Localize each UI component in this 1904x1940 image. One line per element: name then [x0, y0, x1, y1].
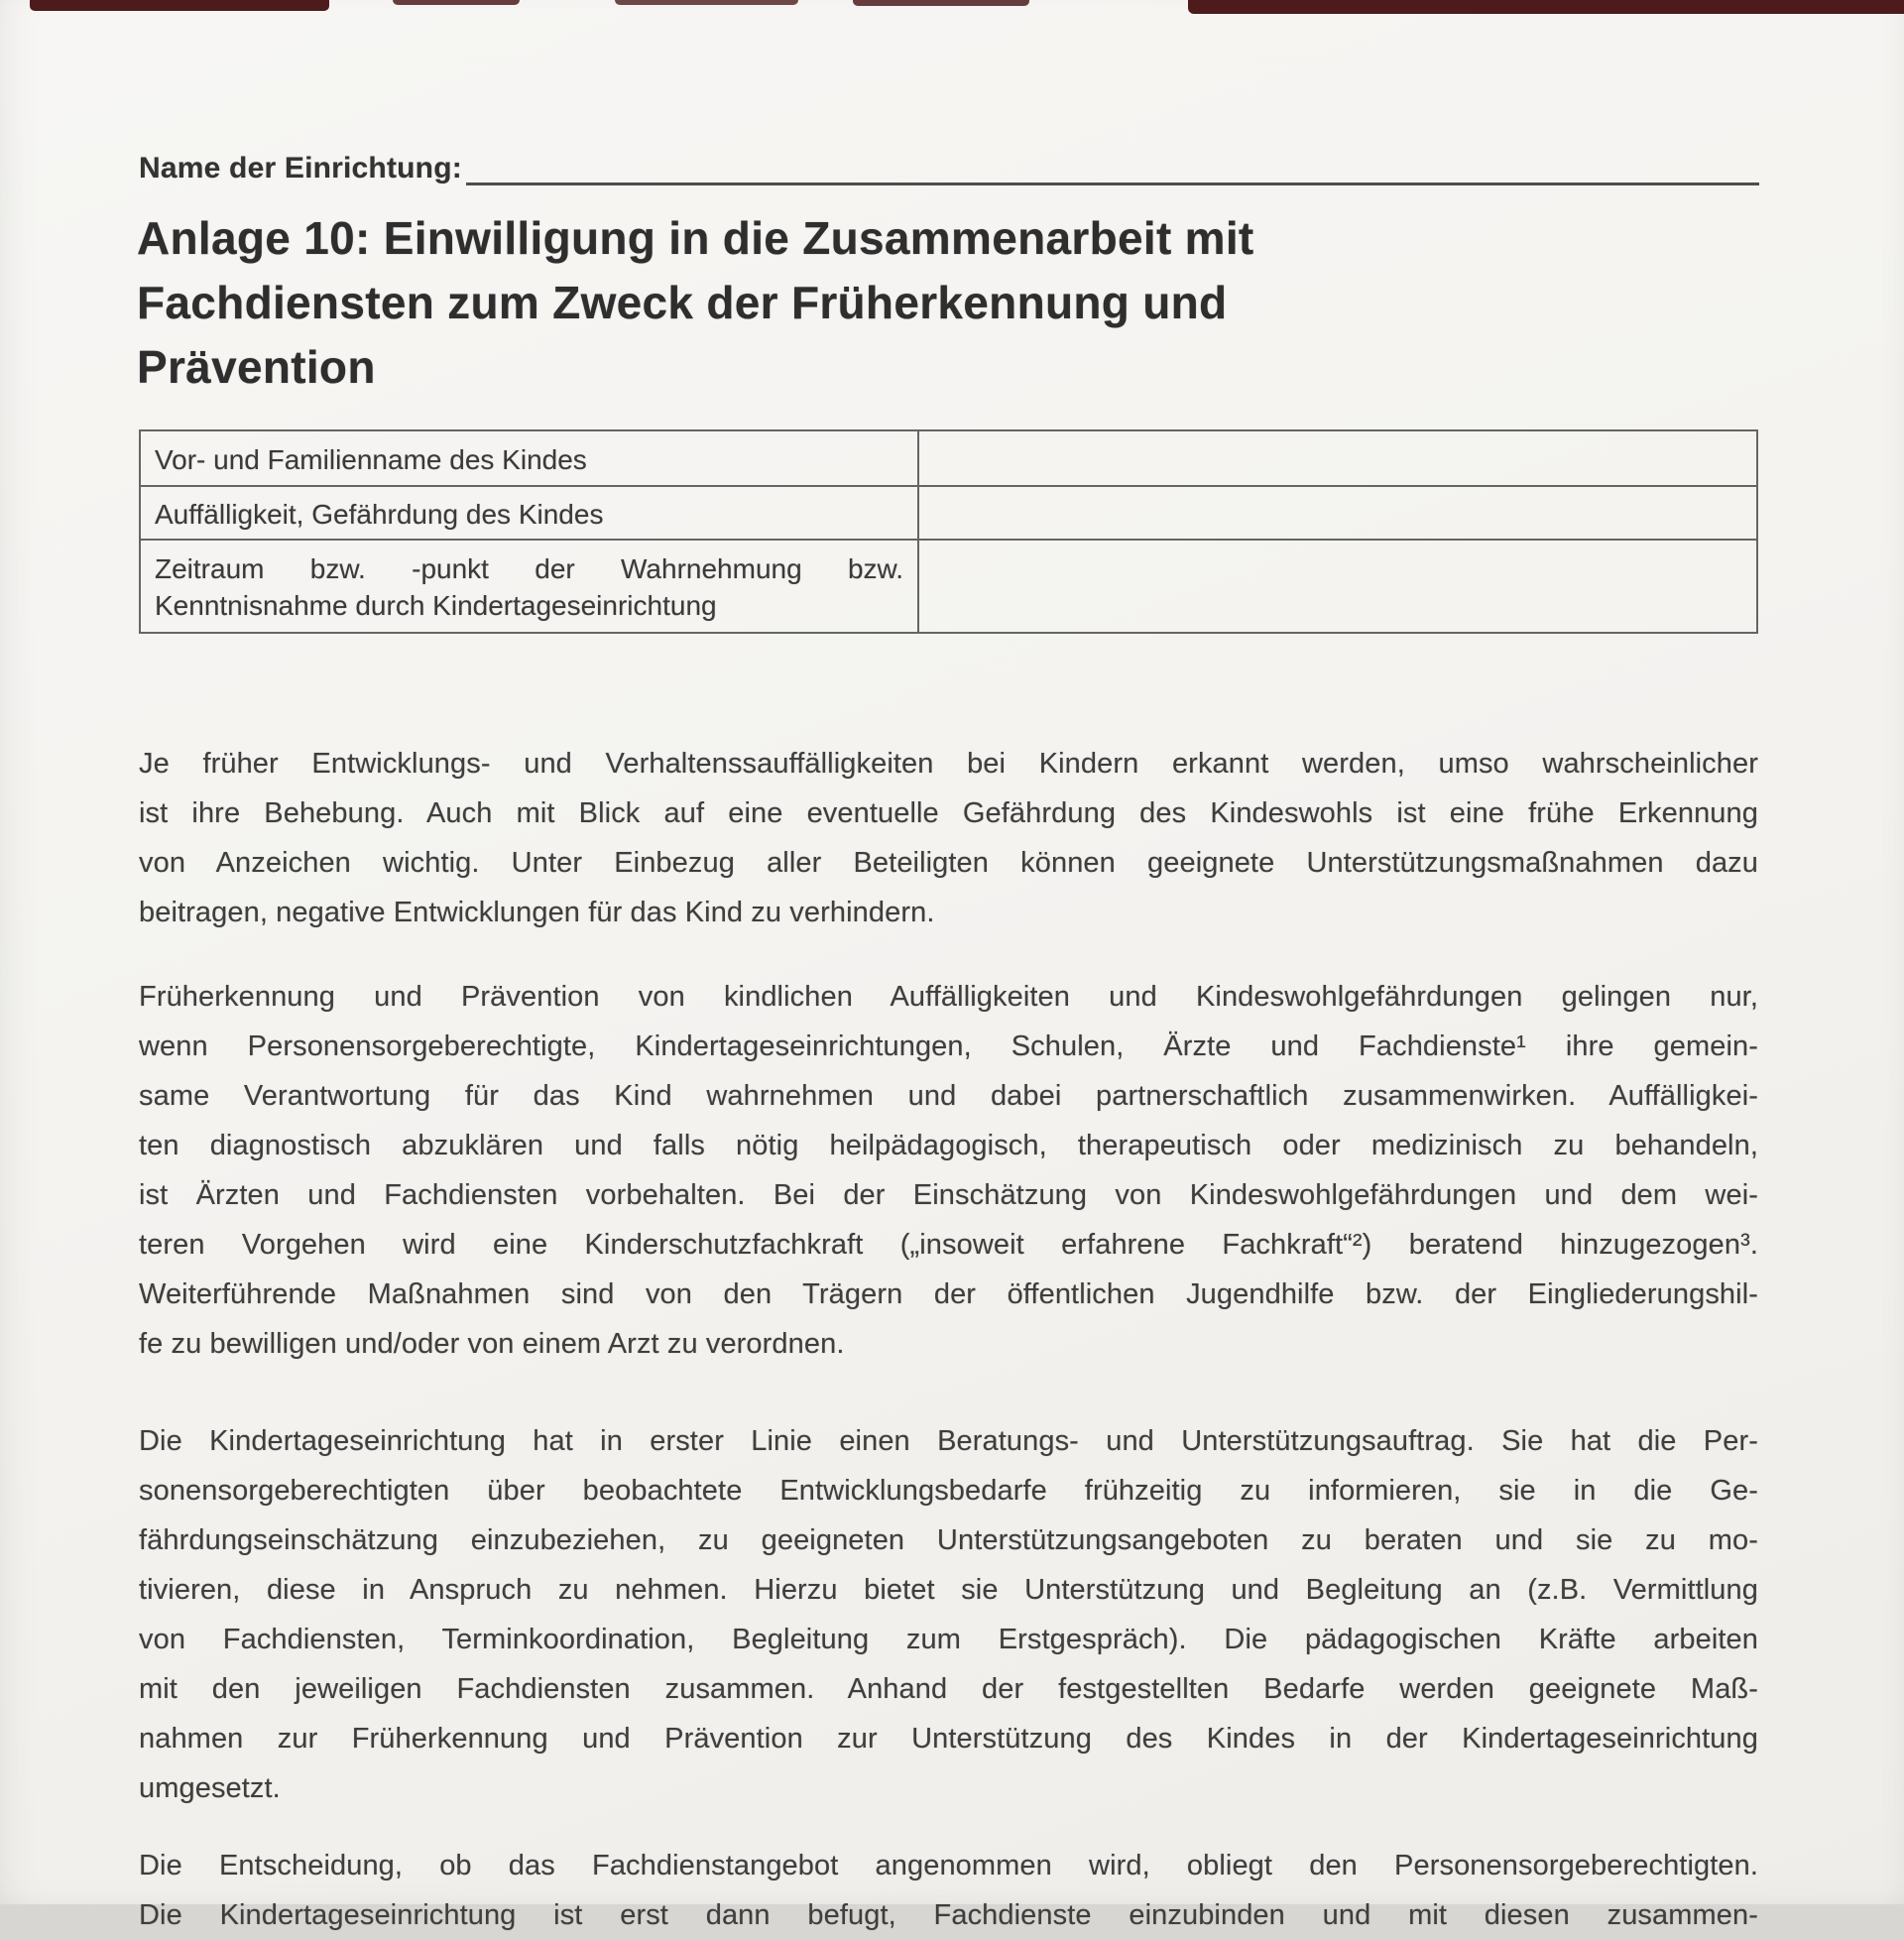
- torn-top-edge-mark: [853, 0, 1029, 6]
- body-paragraph-1: [139, 739, 1758, 937]
- text-line: Je früher Entwicklungs- und Verhaltenssauffälligkeiten bei Kindern erkannt werden, umso wahrscheinlicher: [139, 748, 1758, 780]
- torn-top-edge-mark: [393, 0, 520, 5]
- text-line: von Anzeichen wichtig. Unter Einbezug aller Beteiligten können geeignete Unterstützungsmaßnahmen dazu: [139, 847, 1758, 879]
- table-row-value-cell: [918, 486, 1757, 540]
- text-line: ten diagnostisch abzuklären und falls nötig heilpädagogisch, therapeutisch oder medizinisch zu behandeln,: [139, 1130, 1758, 1161]
- text-line: nahmen zur Früherkennung und Prävention zur Unterstützung des Kindes in der Kindertageseinrichtung: [139, 1723, 1758, 1755]
- text-line: Früherkennung und Prävention von kindlichen Auffälligkeiten und Kindeswohlgefährdungen gelingen nur,: [139, 981, 1758, 1013]
- table-row-label: Vor- und Familienname des Kindes: [140, 430, 918, 486]
- text-line: sonensorgeberechtigten über beobachtete Entwicklungsbedarfe frühzeitig zu informieren, sie in die Ge-: [139, 1475, 1758, 1507]
- text-line: mit den jeweiligen Fachdiensten zusammen. Anhand der festgestellten Bedarfe werden geeignete Maß-: [139, 1673, 1758, 1705]
- text-line: Die Kindertageseinrichtung hat in erster Linie einen Beratungs- und Unterstützungsauftrag. Sie hat die Per-: [139, 1425, 1758, 1457]
- torn-top-edge-mark: [615, 0, 798, 5]
- text-line: beitragen, negative Entwicklungen für das Kind zu verhindern.: [139, 897, 935, 928]
- text-line: teren Vorgehen wird eine Kinderschutzfachkraft („insoweit erfahrene Fachkraft“²) beratend hinzugezogen³.: [139, 1229, 1758, 1261]
- body-paragraph-2: [139, 972, 1758, 1369]
- page-title-line: Anlage 10: Einwilligung in die Zusammenarbeit mit: [137, 212, 1254, 264]
- page-title-line: Prävention: [137, 341, 376, 393]
- text-line: wenn Personensorgeberechtigte, Kindertageseinrichtungen, Schulen, Ärzte und Fachdienste¹ ihre gemein-: [139, 1031, 1758, 1062]
- page-title-line: Fachdiensten zum Zweck der Früherkennung und: [137, 277, 1228, 328]
- text-line: ist ihre Behebung. Auch mit Blick auf eine eventuelle Gefährdung des Kindeswohls ist eine frühe Erkennung: [139, 797, 1758, 829]
- text-line: fährdungseinschätzung einzubeziehen, zu geeigneten Unterstützungsangeboten zu beraten und sie zu mo-: [139, 1524, 1758, 1556]
- institution-name-label: Name der Einrichtung:: [139, 152, 462, 184]
- text-line: umgesetzt.: [139, 1772, 281, 1804]
- table-row: [140, 540, 1757, 633]
- table-row-label-line: Kenntnisnahme durch Kindertageseinrichtung: [155, 590, 717, 621]
- institution-name-blank-line: [466, 145, 1759, 185]
- table-row-label: Auffälligkeit, Gefährdung des Kindes: [140, 486, 918, 540]
- text-line: Die Kindertageseinrichtung ist erst dann befugt, Fachdienste einzubinden und mit diesen zusammen-: [139, 1899, 1758, 1931]
- page-title: [137, 206, 1624, 400]
- text-line: Weiterführende Maßnahmen sind von den Trägern der öffentlichen Jugendhilfe bzw. der Eingliederungshil-: [139, 1278, 1758, 1310]
- torn-top-edge-mark: [1188, 0, 1904, 14]
- table-row: [140, 430, 1757, 486]
- text-line: same Verantwortung für das Kind wahrnehmen und dabei partnerschaftlich zusammenwirken. Auffälligkei-: [139, 1080, 1758, 1112]
- torn-top-edge-mark: [30, 0, 329, 11]
- body-paragraph-3: [139, 1416, 1758, 1813]
- table-row-value-cell: [918, 540, 1757, 633]
- table-row-label-line: Zeitraum bzw. -punkt der Wahrnehmung bzw.: [155, 553, 903, 584]
- table-row: [140, 486, 1757, 540]
- body-paragraph-4: [139, 1841, 1758, 1940]
- table-row-value-cell: [918, 430, 1757, 486]
- text-line: ist Ärzten und Fachdiensten vorbehalten. Bei der Einschätzung von Kindeswohlgefährdungen und dem wei-: [139, 1179, 1758, 1211]
- text-line: von Fachdiensten, Terminkoordination, Begleitung zum Erstgespräch). Die pädagogischen Kräfte arbeiten: [139, 1624, 1758, 1655]
- institution-name-row: [139, 145, 1759, 185]
- child-info-table: [139, 429, 1758, 634]
- text-line: fe zu bewilligen und/oder von einem Arzt zu verordnen.: [139, 1328, 845, 1360]
- text-line: Die Entscheidung, ob das Fachdienstangebot angenommen wird, obliegt den Personensorgeberechtigten.: [139, 1850, 1758, 1881]
- text-line: tivieren, diese in Anspruch zu nehmen. Hierzu bietet sie Unterstützung und Begleitung an (z.B. Vermittlung: [139, 1574, 1758, 1606]
- table-row-label: [140, 540, 918, 633]
